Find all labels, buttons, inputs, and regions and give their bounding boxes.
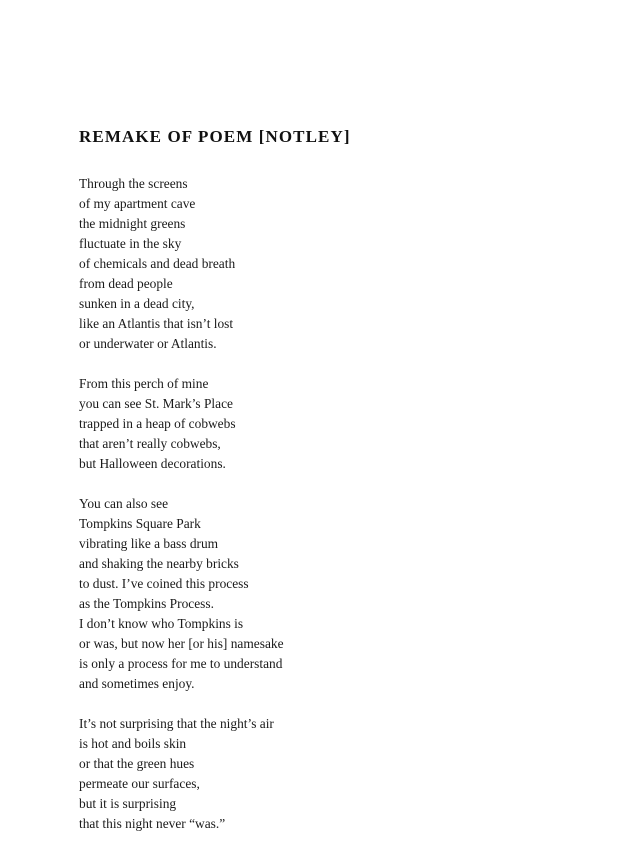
stanza-4 <box>79 714 559 834</box>
poem-line: of my apartment cave <box>79 196 196 211</box>
poem-line: sunken in a dead city, <box>79 296 195 311</box>
poem-line: You can also see <box>79 496 169 511</box>
poem-line: vibrating like a bass drum <box>79 536 219 551</box>
poem-line: but it is surprising <box>79 796 177 811</box>
faded-header-watermark <box>20 62 320 106</box>
stanza-1 <box>79 174 559 354</box>
poem-line: From this perch of mine <box>79 376 209 391</box>
stanza-2 <box>79 374 559 474</box>
poem-line: from dead people <box>79 276 173 291</box>
poem-body <box>79 174 559 854</box>
poem-line: or that the green hues <box>79 756 195 771</box>
poem-line: that aren’t really cobwebs, <box>79 436 221 451</box>
poem-line: permeate our surfaces, <box>79 776 200 791</box>
poem-line: but Halloween decorations. <box>79 456 226 471</box>
poem-title: REMAKE OF POEM [NOTLEY] <box>79 127 351 146</box>
poem-line: It’s not surprising that the night’s air <box>79 716 274 731</box>
poem-line: Through the screens <box>79 176 188 191</box>
poem-line: or underwater or Atlantis. <box>79 336 217 351</box>
poem-line: I don’t know who Tompkins is <box>79 616 244 631</box>
poem-line: the midnight greens <box>79 216 186 231</box>
poem-line: you can see St. Mark’s Place <box>79 396 233 411</box>
poem-line: that this night never “was.” <box>79 816 226 831</box>
stanza-3 <box>79 494 559 694</box>
poem-line: like an Atlantis that isn’t lost <box>79 316 234 331</box>
poem-line: as the Tompkins Process. <box>79 596 214 611</box>
poem-line: is hot and boils skin <box>79 736 187 751</box>
poem-line: to dust. I’ve coined this process <box>79 576 249 591</box>
poem-line: trapped in a heap of cobwebs <box>79 416 236 431</box>
poem-line: is only a process for me to understand <box>79 656 283 671</box>
poem-line: Tompkins Square Park <box>79 516 201 531</box>
poem-line: or was, but now her [or his] namesake <box>79 636 284 651</box>
poem-line: of chemicals and dead breath <box>79 256 236 271</box>
poem-line: fluctuate in the sky <box>79 236 182 251</box>
poem-line: and shaking the nearby bricks <box>79 556 239 571</box>
poem-line: and sometimes enjoy. <box>79 676 195 691</box>
